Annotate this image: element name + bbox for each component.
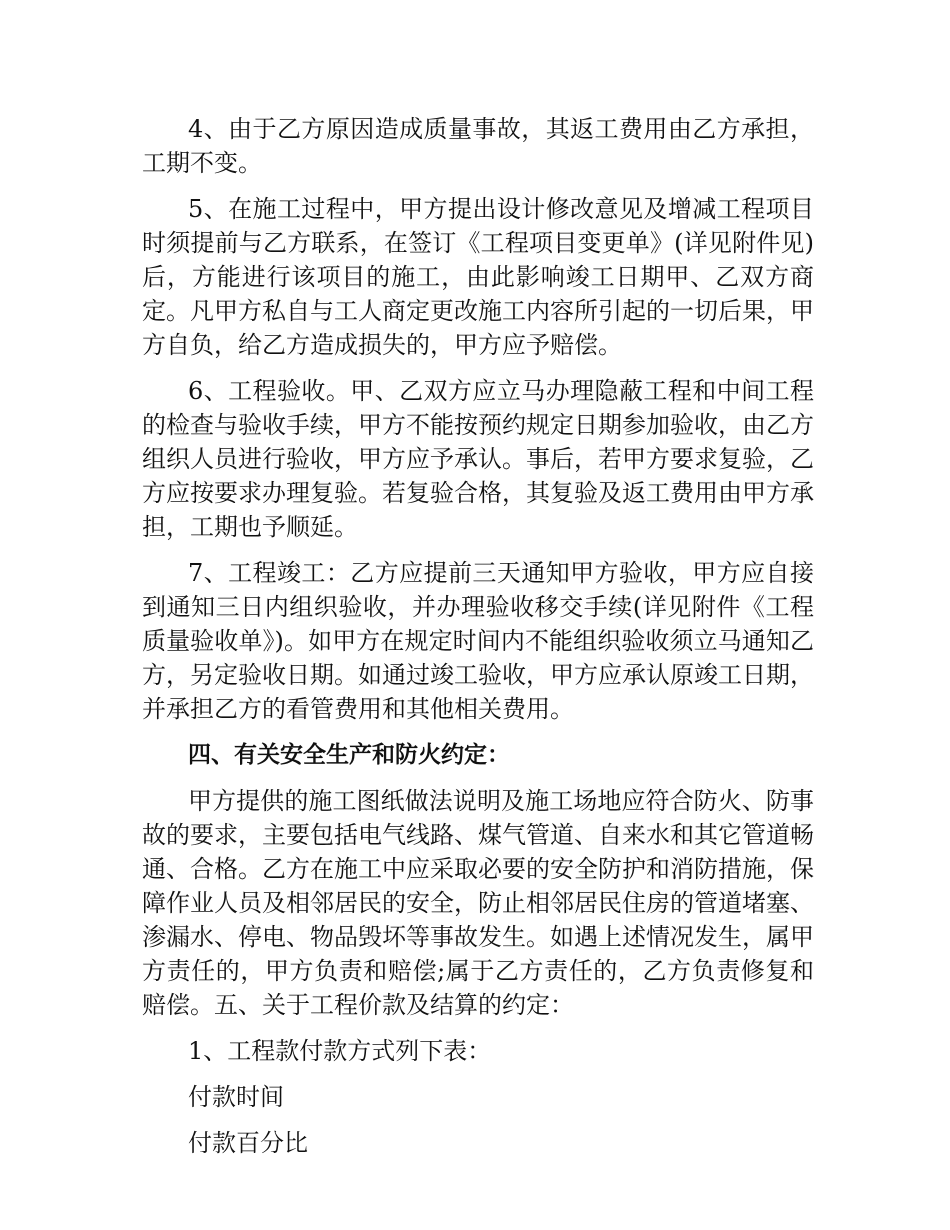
clause-6: 6、工程验收。甲、乙双方应立马办理隐蔽工程和中间工程的检查与验收手续，甲方不能按预约规定日期参加验收，由乙方组织人员进行验收，甲方应予承认。事后，若甲方要求复验，乙方应按要求办理复验。若复验合格，其复验及返工费用由甲方承担，工期也予顺延。 — [142, 377, 814, 541]
payment-percent-label: 付款百分比 — [188, 1129, 308, 1157]
payment-intro: 1、工程款付款方式列下表： — [188, 1037, 492, 1065]
document-body — [142, 112, 814, 1172]
clause-4: 4、由于乙方原因造成质量事故，其返工费用由乙方承担，工期不变。 — [142, 115, 814, 177]
section-4-heading: 四、有关安全生产和防火约定： — [188, 742, 510, 768]
section-4-body: 甲方提供的施工图纸做法说明及施工场地应符合防火、防事故的要求，主要包括电气线路、煤气管道、自来水和其它管道畅通、合格。乙方在施工中应采取必要的安全防护和消防措施，保障作业人员及相邻居民的安全，防止相邻居民住房的管道堵塞、渗漏水、停电、物品毁坏等事故发生。如遇上述情况发生，属甲方责任的，甲方负责和赔偿;属于乙方责任的，乙方负责修复和赔偿。五、关于工程价款及结算的约定： — [142, 787, 814, 1019]
payment-time-label: 付款时间 — [188, 1083, 284, 1111]
clause-7: 7、工程竣工：乙方应提前三天通知甲方验收，甲方应自接到通知三日内组织验收，并办理验收移交手续(详见附件《工程质量验收单》)。如甲方在规定时间内不能组织验收须立马通知乙方，另定验收日期。如通过竣工验收，甲方应承认原竣工日期，并承担乙方的看管费用和其他相关费用。 — [142, 559, 814, 723]
clause-5: 5、在施工过程中，甲方提出设计修改意见及增减工程项目时须提前与乙方联系，在签订《工程项目变更单》(详见附件见)后，方能进行该项目的施工，由此影响竣工日期甲、乙双方商定。凡甲方私自与工人商定更改施工内容所引起的一切后果，甲方自负，给乙方造成损失的，甲方应予赔偿。 — [142, 195, 814, 359]
